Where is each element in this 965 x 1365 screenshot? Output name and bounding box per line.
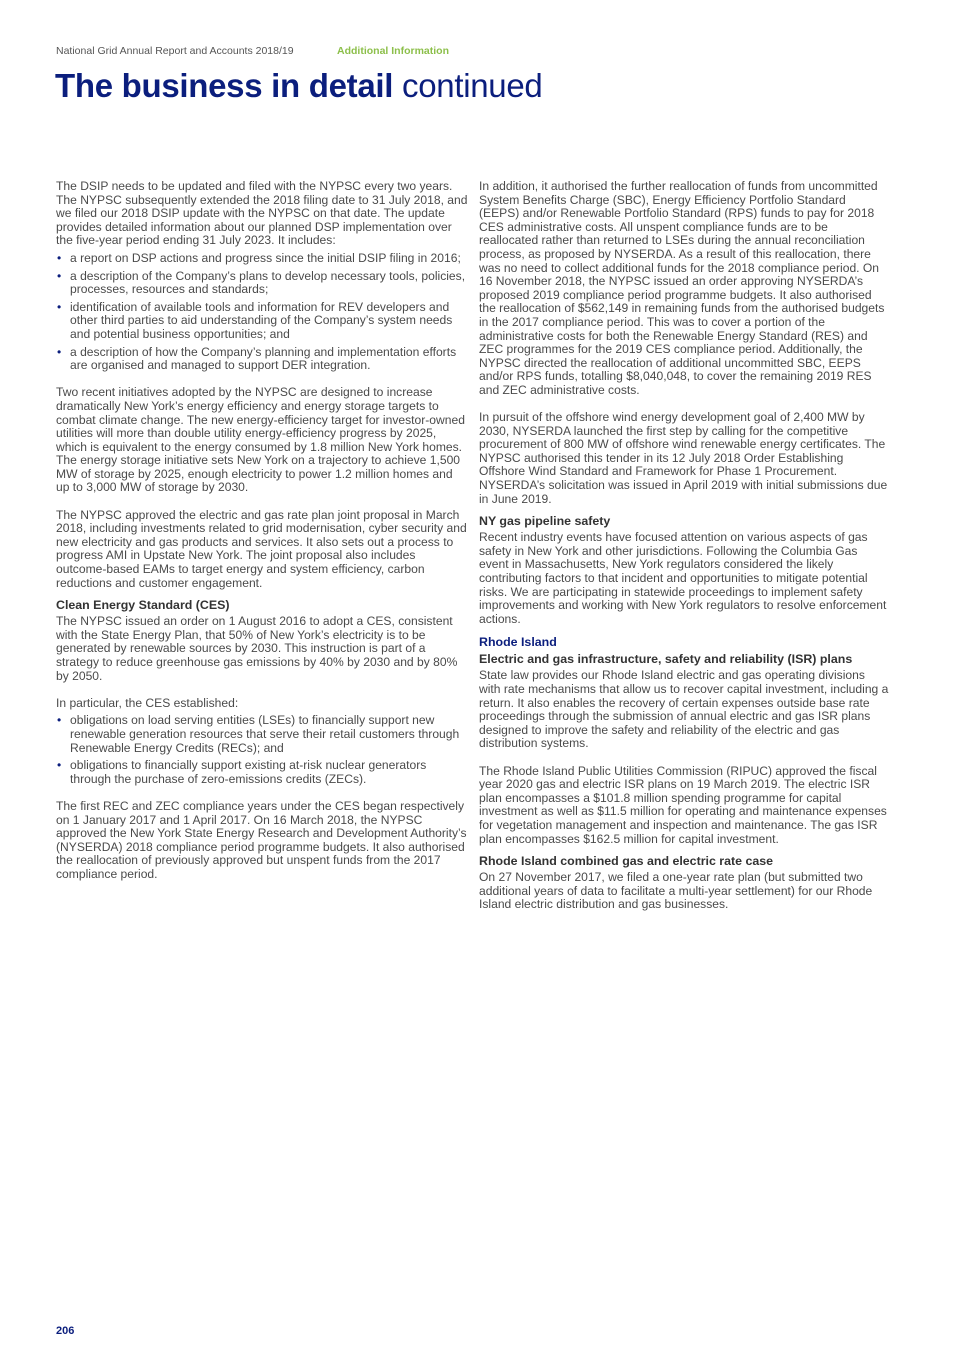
paragraph: The Rhode Island Public Utilities Commission (RIPUC) approved the fiscal year 2020 gas and electric ISR plans on 19 March 2019. The electric ISR plan encompasses a $101.8 million spending programme for capital investment as well as $11.5 million for operating and maintenance expenses for vegetation management and inspection and maintenance. The gas ISR plan encompasses $162.5 million for capital investment. (479, 763, 887, 846)
paragraph: In addition, it authorised the further reallocation of funds from uncommitted System Benefits Charge (SBC), Energy Efficiency Portfolio Standard (EEPS) and/or Renewable Portfolio Standard (RPS) funds to pay for 2018 CES administrative costs. All unspent compliance funds are to be reallocated rather than returned to LSEs during the annual reconciliation process, as proposed by NYSERDA. As a result of this reallocation, there was no need to collect additional funds for the 2018 compliance period. On 16 November 2018, the NYPSC issued an order approving NYSERDA’s proposed 2019 compliance period programme budgets. It also authorised the reallocation of $562,149 in remaining funds from the authorised budgets in the 2017 compliance period. This was to cover a portion of the administrative costs for both the Renewable Energy Standard (RES) and ZEC programmes for the 2019 CES compliance period. Additionally, the NYPSC directed the reallocation of additional uncommitted SBC, EEPS and/or RPS funds, totalling $8,040,048, to cover the remaining 2019 RES and ZEC administrative costs. (479, 179, 885, 397)
section-heading-pipeline-safety: NY gas pipeline safety (479, 514, 611, 529)
list-item: • obligations on load serving entities (LSEs) to financially support new renewable generation resources that serve their retail customers through Renewable Energy Credits (RECs); and (57, 713, 460, 755)
right-column (479, 180, 889, 926)
paragraph: Two recent initiatives adopted by the NYPSC are designed to increase dramatically New York’s energy efficiency and energy storage targets to combat climate change. The new energy-efficiency target for investor-owned utilities will more than double utility energy-efficiency progress by 2025, which is equivalent to the energy consumed by 1.8 million New York homes. The energy storage initiative sets New York on a trajectory to achieve 1,500 MW of storage by 2025, enough electricity to power 1.2 million homes and up to 3,000 MW of storage by 2030. (56, 385, 465, 495)
section-heading-ces: Clean Energy Standard (CES) (56, 598, 230, 613)
list-item: • a report on DSP actions and progress since the initial DSIP filing in 2016; (57, 250, 461, 265)
region-heading-rhode-island: Rhode Island (479, 635, 557, 650)
page-title-bold: The business in detail (55, 67, 394, 104)
list-item: • a description of how the Company’s planning and implementation efforts are organised and managed to support DER integration. (57, 344, 457, 373)
list-item: • a description of the Company’s plans to develop necessary tools, policies, processes, resources and standards; (57, 268, 466, 297)
running-head: National Grid Annual Report and Accounts 2018/19 (56, 45, 294, 57)
bullet-icon: • (57, 344, 62, 359)
bullet-list-ces (56, 714, 468, 786)
page-title-continued: continued (393, 67, 543, 104)
list-item: • obligations to financially support existing at-risk nuclear generators through the purchase of zero-emissions credits (ZECs). (57, 758, 427, 786)
left-column (56, 180, 468, 895)
paragraph: The NYPSC issued an order on 1 August 2016 to adopt a CES, consistent with the State Energy Plan, that 50% of New York’s electricity is to be generated by renewable sources by 2030. This instruction is part of a strategy to reduce greenhouse gas emissions by 40% by 2030 and by 80% by 2050. (56, 614, 458, 683)
section-heading-isr-plans: Electric and gas infrastructure, safety and reliability (ISR) plans (479, 652, 853, 667)
section-tag: Additional Information (337, 45, 449, 57)
paragraph: In particular, the CES established: (56, 695, 239, 710)
paragraph: In pursuit of the offshore wind energy development goal of 2,400 MW by 2030, NYSERDA launched the first step by calling for the competitive procurement of 800 MW of offshore wind renewable energy certificates. The NYPSC authorised this tender in its 12 July 2018 Order Establishing Offshore Wind Standard and Framework for Phase 1 Procurement. NYSERDA’s solicitation was issued in April 2019 with initial submissions due in June 2019. (479, 410, 888, 506)
section-heading-rate-case: Rhode Island combined gas and electric rate case (479, 854, 774, 869)
bullet-icon: • (57, 758, 62, 773)
paragraph: Recent industry events have focused attention on various aspects of gas safety in New York and other jurisdictions. Following the Columbia Gas event in Massachusetts, New York regulators considered the likely contributing factors to that incident and opportunities to mitigate potential risks. We are participating in statewide proceedings to implement safety improvements and working with New York regulators to resolve enforcement actions. (479, 530, 887, 626)
page-title (55, 66, 542, 106)
bullet-icon: • (57, 713, 62, 728)
bullet-icon: • (57, 268, 62, 283)
paragraph: The NYPSC approved the electric and gas rate plan joint proposal in March 2018, including investments related to grid modernisation, cyber security and new electricity and gas products and services. It also sets out a process to progress AMI in Upstate New York. The joint proposal also includes outcome-based EAMs to target energy and system efficiency, carbon reductions and customer engagement. (56, 507, 467, 590)
bullet-list-dsip (56, 252, 468, 373)
paragraph: The DSIP needs to be updated and filed with the NYPSC every two years. The NYPSC subsequently extended the 2018 filing date to 31 July 2018, and we filed our 2018 DSIP update with the NYPSC on that date. The update provides detailed information about our planned DSP implementation over the five-year period ending 31 July 2023. It includes: (56, 179, 468, 248)
list-item: • identification of available tools and information for REV developers and other third parties to aid understanding of the Company’s system needs and potential business opportunities; and (57, 299, 453, 341)
paragraph: The first REC and ZEC compliance years under the CES began respectively on 1 January 2017 and 1 April 2017. On 16 March 2018, the NYPSC approved the New York State Energy Research and Development Authority’s (NYSERDA) 2018 compliance period programme budgets. It also authorised the reallocation of previously approved but unspent funds from the 2017 compliance period. (56, 798, 467, 881)
paragraph: State law provides our Rhode Island electric and gas operating divisions with rate mechanisms that allow us to recover capital investment, including a return. It also enables the recovery of certain expenses outside base rate proceedings through the submission of annual electric and gas ISR plans designed to improve the safety and reliability of the electric and gas distribution systems. (479, 668, 889, 751)
paragraph: On 27 November 2017, we filed a one-year rate plan (but submitted two additional years of data to facilitate a multi-year settlement) for our Rhode Island electric distribution and gas businesses. (479, 870, 873, 912)
bullet-icon: • (57, 250, 62, 265)
bullet-icon: • (57, 299, 62, 314)
page-number: 206 (56, 1325, 75, 1337)
